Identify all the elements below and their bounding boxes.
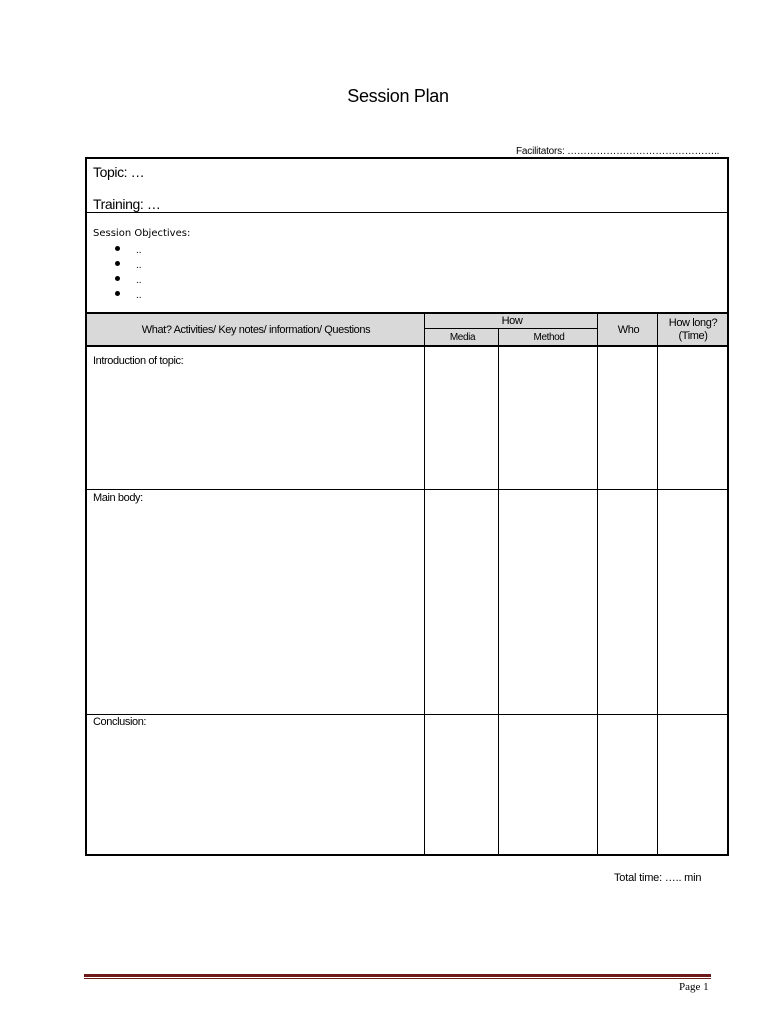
row-divider	[87, 489, 727, 490]
page-number: Page 1	[679, 981, 709, 993]
objective-item: ..	[115, 273, 142, 288]
footer-rule	[84, 974, 711, 977]
section-main-body: Main body:	[93, 492, 143, 504]
bullet-icon	[115, 261, 120, 266]
objective-item: ..	[115, 258, 142, 273]
header-how-divider	[425, 328, 598, 329]
footer-rule-thin	[84, 978, 711, 979]
bullet-icon	[115, 276, 120, 281]
objective-item: ..	[115, 243, 142, 258]
header-method: Method	[533, 331, 565, 343]
column-divider	[657, 314, 658, 854]
objectives-block	[87, 213, 727, 312]
training-line: Training: …	[93, 196, 161, 212]
table-header-row	[87, 312, 727, 347]
header-how-long	[659, 314, 727, 345]
facilitators-line: Facilitators: ………………………………………..	[516, 146, 720, 157]
bullet-icon	[115, 291, 120, 296]
section-introduction: Introduction of topic:	[93, 355, 184, 367]
column-divider	[498, 329, 499, 854]
header-who: Who	[617, 323, 640, 336]
document-title: Session Plan	[347, 86, 449, 106]
objective-item: ..	[115, 288, 142, 303]
header-time-label: (Time)	[678, 329, 708, 342]
section-conclusion: Conclusion:	[93, 716, 147, 728]
header-media: Media	[449, 331, 476, 343]
objectives-title: Session Objectives:	[93, 228, 191, 239]
header-how: How	[501, 315, 523, 327]
session-plan-table	[85, 157, 729, 856]
total-time: Total time: ….. min	[614, 872, 702, 884]
bullet-icon	[115, 246, 120, 251]
topic-block	[87, 159, 727, 213]
column-divider	[597, 314, 598, 854]
header-what: What? Activities/ Key notes/ information/ Questions	[141, 323, 371, 336]
topic-line: Topic: …	[93, 164, 145, 180]
header-how-long-label: How long?	[668, 316, 718, 329]
objectives-list	[115, 243, 142, 303]
column-divider	[424, 314, 425, 854]
row-divider	[87, 714, 727, 715]
